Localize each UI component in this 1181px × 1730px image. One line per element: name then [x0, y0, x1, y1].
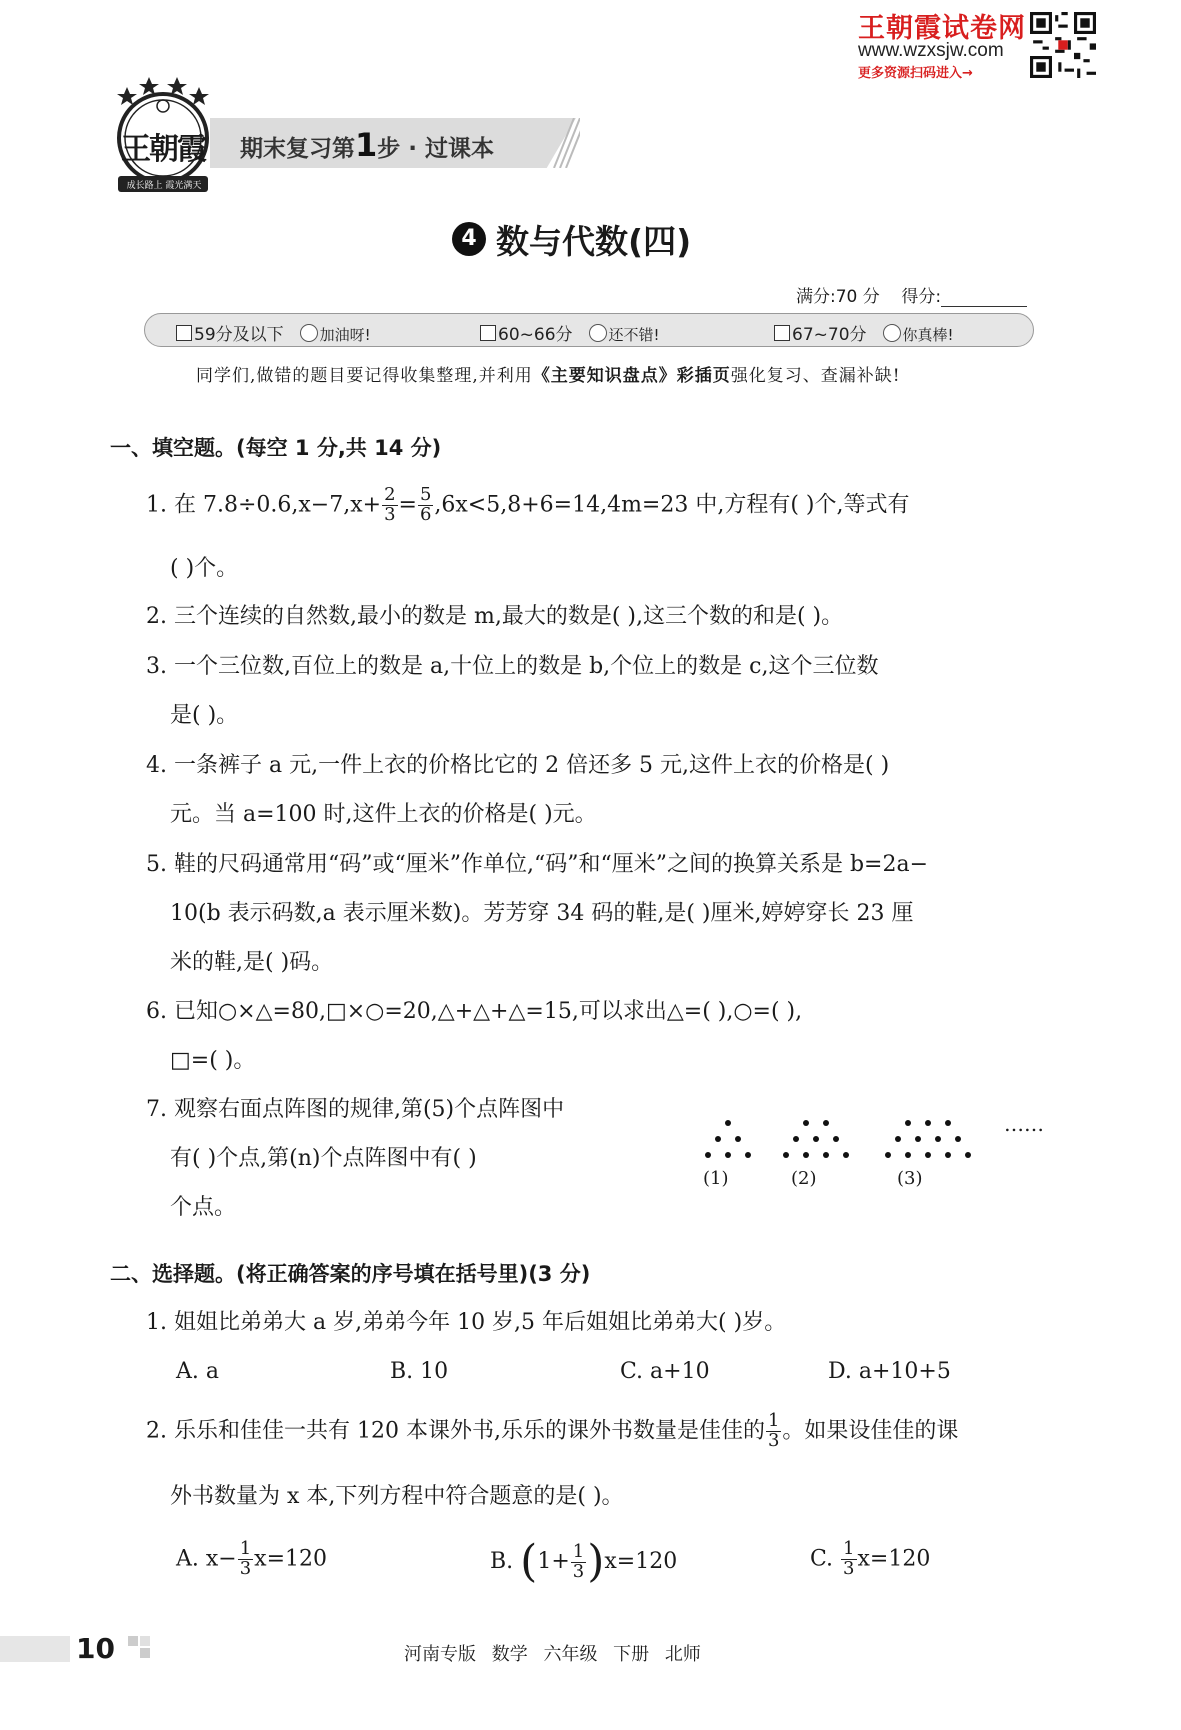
option-2-a: A. x− $\frac{1}{3}$ x=120 — [176, 1538, 328, 1579]
dot — [823, 1120, 829, 1126]
section-1-heading: 一、填空题。(每空 1 分,共 14 分) — [110, 436, 442, 460]
option-a: A. a — [176, 1359, 219, 1384]
logo-name: 王朝霞 — [121, 132, 205, 167]
option-d: D. a+10+5 — [828, 1359, 951, 1384]
score-label: 得分: — [901, 287, 942, 307]
dot — [965, 1152, 971, 1158]
dot — [725, 1152, 731, 1158]
dot-label-2: (2) — [791, 1168, 817, 1189]
brand-title: 王朝霞试卷网 — [858, 13, 1026, 44]
dot — [915, 1136, 921, 1142]
score-blank[interactable] — [941, 290, 1027, 307]
rating-item-1: 59分及以下 加油呀! — [176, 320, 371, 345]
brand-url[interactable]: www.wzxsjw.com — [858, 40, 1004, 61]
checkbox[interactable] — [774, 325, 790, 341]
dot — [705, 1152, 711, 1158]
question-2-2: 2. 乐乐和佳佳一共有 120 本课外书,乐乐的课外书数量是佳佳的 $\frac{1}{3}$ 。如果设佳佳的课 — [146, 1410, 959, 1451]
rating-item-3: 67~70分 你真棒! — [774, 320, 954, 345]
dot — [833, 1136, 839, 1142]
dot — [955, 1136, 961, 1142]
footer-info: 河南专版 数学 六年级 下册 北师 — [404, 1644, 701, 1665]
question-1-6: 6. 已知○×△=80,□×○=20,△+△+△=15,可以求出△=( ),○=( ), — [146, 999, 803, 1024]
question-1-3: 3. 一个三位数,百位上的数是 a,十位上的数是 b,个位上的数是 c,这个三位数 — [146, 654, 879, 679]
question-1-1: 1. 在 7.8÷0.6,x−7,x+ $\frac{2}{3}$ = $\frac{5}{6}$ ,6x<5,8+6=14,4m=23 中,方程有( )个,等式有 — [146, 484, 910, 525]
dot-label-3: (3) — [897, 1168, 923, 1189]
logo-slogan: 成长路上 霞光满天 — [126, 181, 202, 191]
banner-stripes — [540, 118, 580, 168]
question-1-7-cont2: 个点。 — [170, 1195, 237, 1220]
dot — [813, 1136, 819, 1142]
brand-cta: 更多资源扫码进入→ — [858, 66, 973, 81]
score-line — [796, 282, 1027, 307]
option-2-c: C. $\frac{1}{3}$ x=120 — [810, 1538, 931, 1579]
reminder-text: 同学们,做错的题目要记得收集整理,并利用《主要知识盘点》彩插页强化复习、查漏补缺! — [196, 366, 901, 386]
dot — [735, 1136, 741, 1142]
dot — [935, 1136, 941, 1142]
dot — [945, 1152, 951, 1158]
question-1-5: 5. 鞋的尺码通常用“码”或“厘米”作单位,“码”和“厘米”之间的换算关系是 b=2a− — [146, 852, 929, 877]
face-icon — [300, 324, 318, 342]
dot — [895, 1136, 901, 1142]
question-1-4-cont: 元。当 a=100 时,这件上衣的价格是( )元。 — [170, 802, 597, 827]
step-banner-text: 期末复习第1步 · 过课本 — [240, 126, 495, 164]
section-2-heading: 二、选择题。(将正确答案的序号填在括号里)(3 分) — [110, 1262, 591, 1286]
dot — [793, 1136, 799, 1142]
page-title: 数与代数(四) — [496, 222, 692, 261]
question-1-4: 4. 一条裤子 a 元,一件上衣的价格比它的 2 倍还多 5 元,这件上衣的价格是( ) — [146, 753, 890, 778]
face-icon — [883, 324, 901, 342]
dot — [803, 1120, 809, 1126]
dot — [905, 1120, 911, 1126]
checkbox[interactable] — [480, 325, 496, 341]
option-b: B. 10 — [390, 1359, 449, 1384]
question-2-2-cont: 外书数量为 x 本,下列方程中符合题意的是( )。 — [170, 1484, 624, 1509]
dot — [885, 1152, 891, 1158]
full-score: 满分:70 分 — [796, 287, 880, 307]
question-1-1-cont: ( )个。 — [170, 556, 239, 581]
dot — [803, 1152, 809, 1158]
dot — [715, 1136, 721, 1142]
page-number: 10 — [76, 1632, 115, 1665]
question-1-3-cont: 是( )。 — [170, 703, 239, 728]
question-1-7-cont: 有( )个点,第(n)个点阵图中有( ) — [170, 1146, 477, 1171]
dot — [905, 1152, 911, 1158]
dot — [925, 1120, 931, 1126]
dot — [945, 1120, 951, 1126]
dot-label-1: (1) — [703, 1168, 729, 1189]
dot — [843, 1152, 849, 1158]
dot — [745, 1152, 751, 1158]
question-2-1: 1. 姐姐比弟弟大 a 岁,弟弟今年 10 岁,5 年后姐姐比弟弟大( )岁。 — [146, 1310, 787, 1335]
unit-number-badge: 4 — [452, 222, 486, 256]
question-1-2: 2. 三个连续的自然数,最小的数是 m,最大的数是( ),这三个数的和是( )。 — [146, 604, 844, 629]
question-1-7: 7. 观察右面点阵图的规律,第(5)个点阵图中 — [146, 1097, 565, 1122]
footer-squares — [128, 1636, 152, 1662]
dot-ellipsis: …… — [1004, 1112, 1044, 1136]
face-icon — [589, 324, 607, 342]
question-1-5-cont2: 米的鞋,是( )码。 — [170, 950, 334, 975]
qr-code-icon[interactable] — [1030, 12, 1096, 78]
dot — [823, 1152, 829, 1158]
dot — [925, 1152, 931, 1158]
option-2-b: B. (1+ $\frac{1}{3}$ )x=120 — [490, 1536, 678, 1587]
footer-bar — [0, 1636, 70, 1662]
dot — [783, 1152, 789, 1158]
dot — [725, 1120, 731, 1126]
rating-item-2: 60~66分 还不错! — [480, 320, 660, 345]
checkbox[interactable] — [176, 325, 192, 341]
question-1-6-cont: □=( )。 — [170, 1048, 256, 1073]
question-1-5-cont1: 10(b 表示码数,a 表示厘米数)。芳芳穿 34 码的鞋,是( )厘米,婷婷穿长 23 厘 — [170, 901, 914, 926]
option-c: C. a+10 — [620, 1359, 710, 1384]
